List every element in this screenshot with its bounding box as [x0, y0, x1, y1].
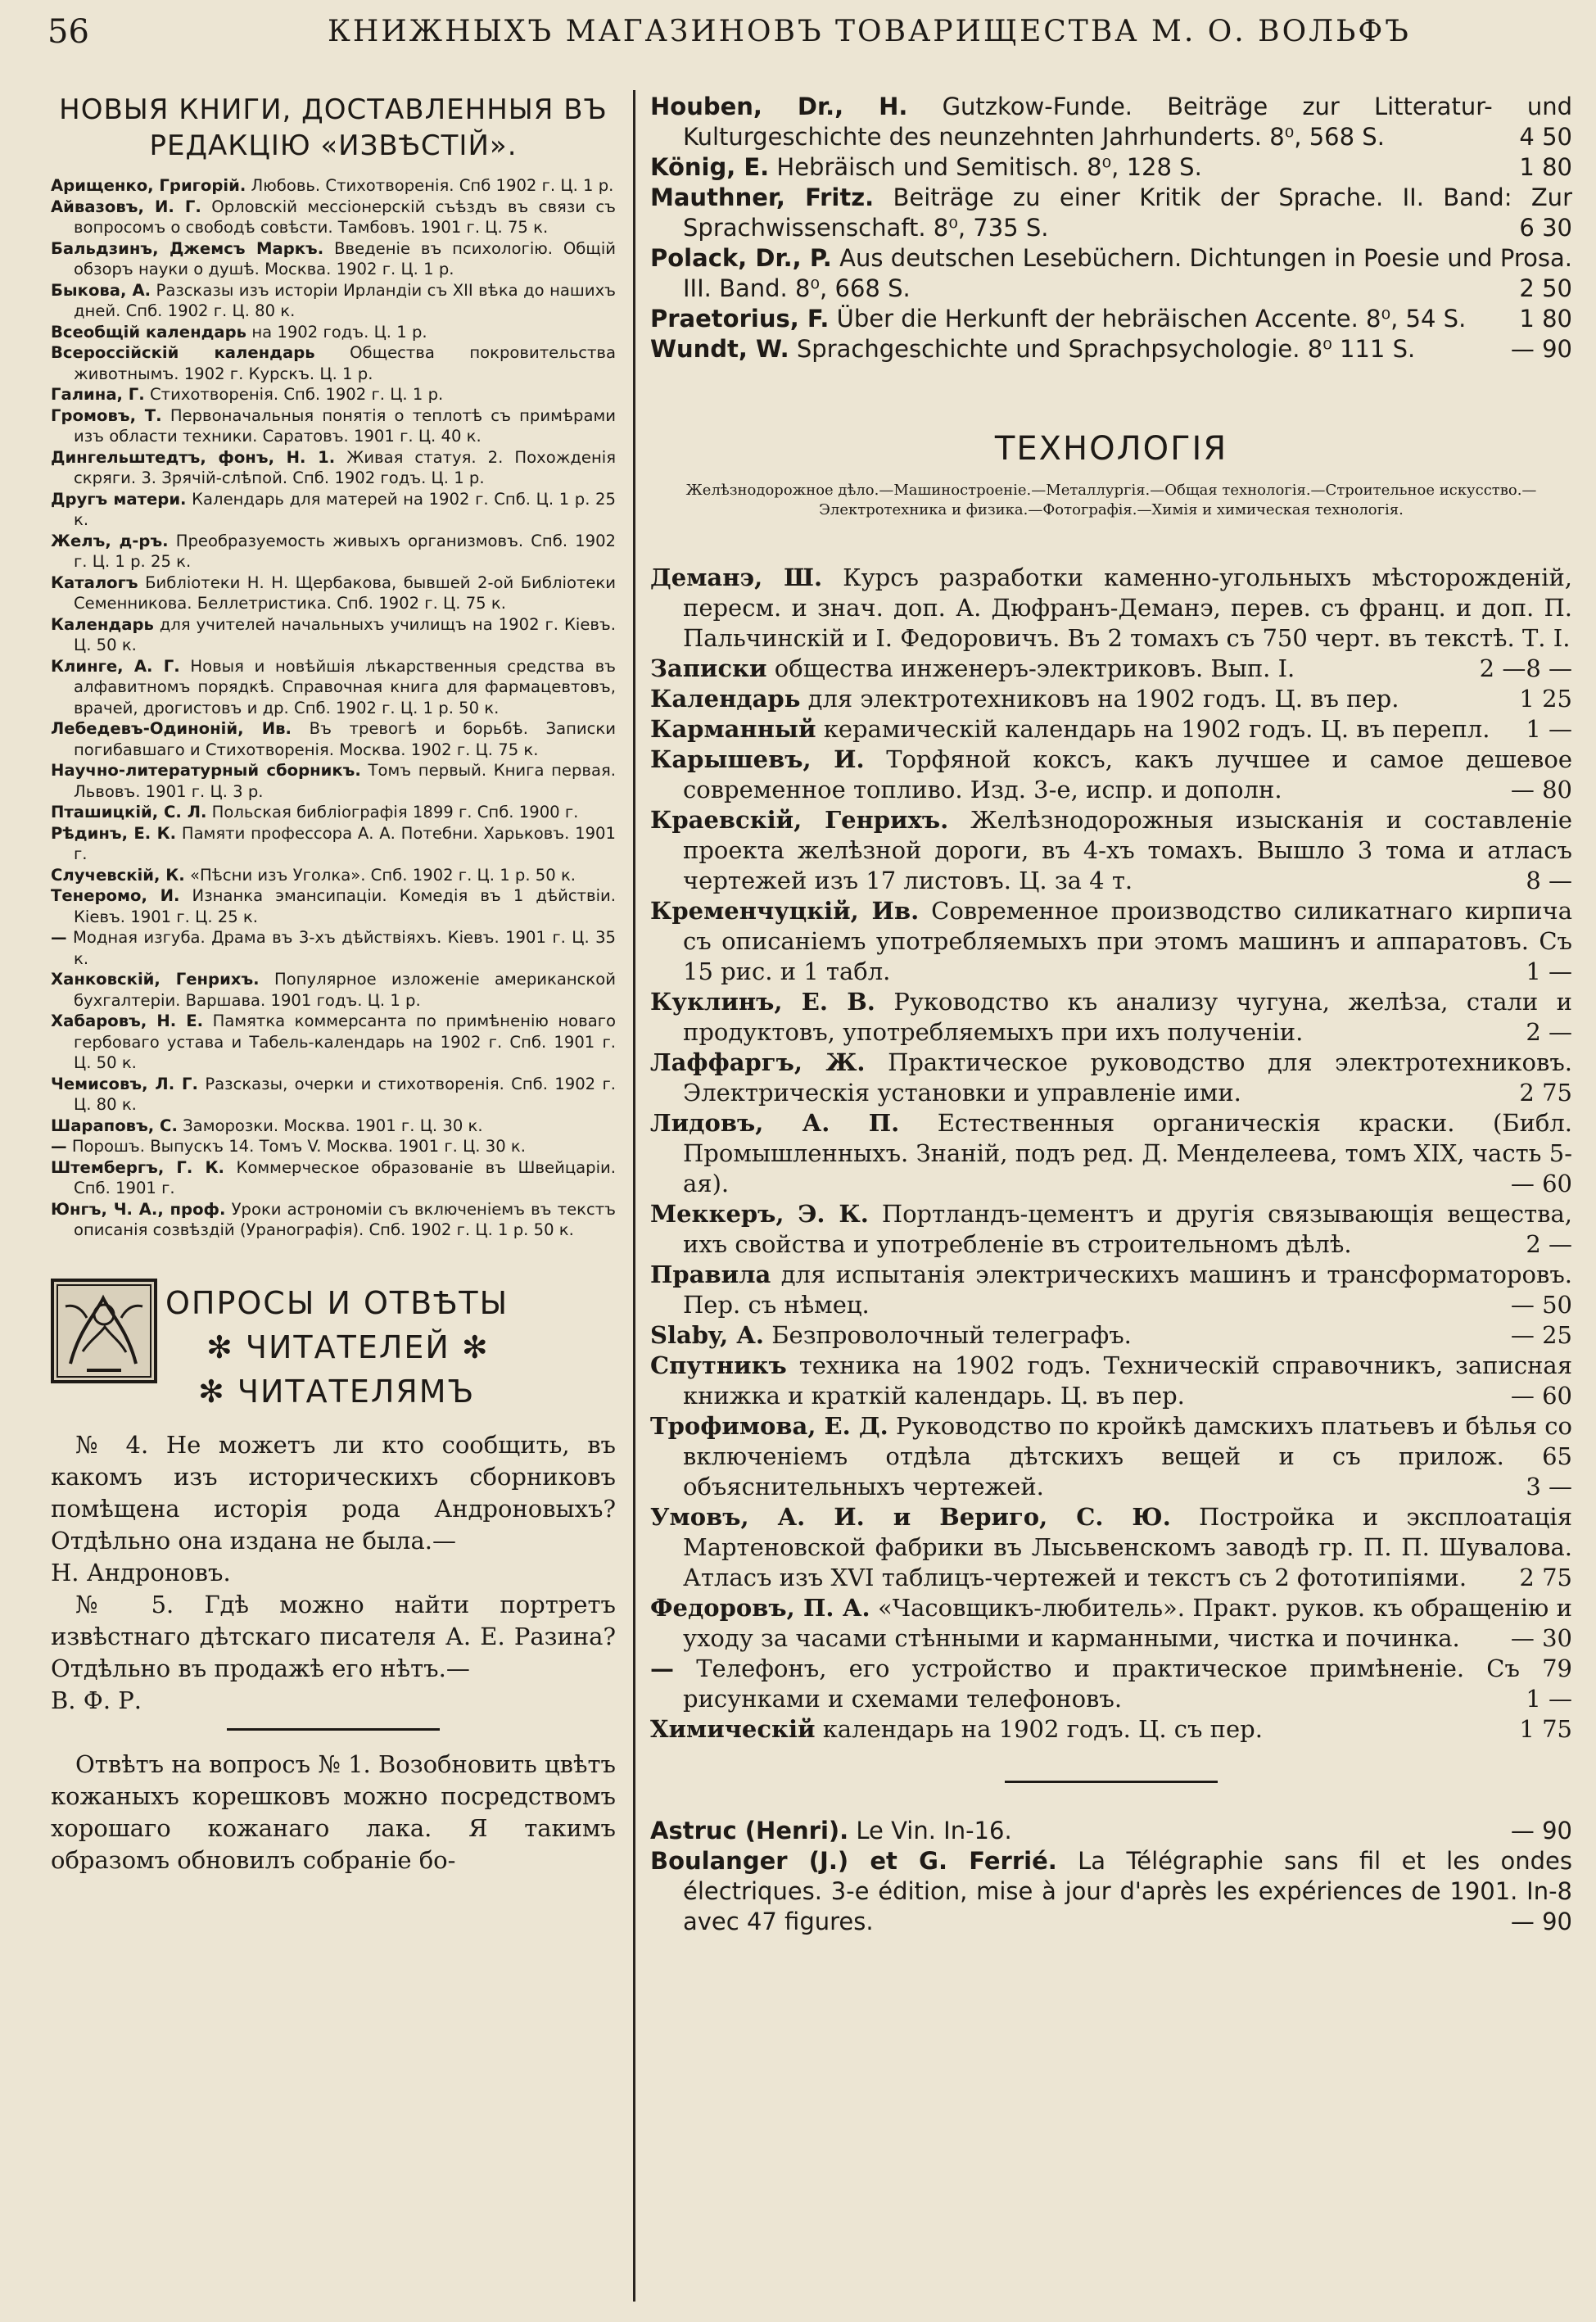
- book-description: Преобразуемость живыхъ организмовъ. Спб. 1902 г. Ц. 1 р. 25 к.: [74, 531, 616, 571]
- book-description: Sprachgeschichte und Sprachpsychologie. 8⁰ 111 S.: [796, 335, 1416, 363]
- book-price: — 60: [1510, 1170, 1572, 1197]
- book-author: Astruc (Henri).: [650, 1817, 849, 1844]
- book-author: Деманэ, Ш.: [650, 564, 823, 591]
- book-author: Штембергъ, Г. К.: [51, 1157, 224, 1177]
- book-description: Популярное изложеніе американской бухгалтеріи. Варшава. 1901 годъ. Ц. 1 р.: [74, 970, 616, 1010]
- book-entry: [51, 573, 616, 614]
- book-author: Всероссійскій календарь: [51, 343, 315, 362]
- book-author: Slaby, А.: [650, 1321, 765, 1349]
- book-author: Федоровъ, П. А.: [650, 1594, 870, 1622]
- book-entry: [51, 1116, 616, 1137]
- book-price: — 50: [1510, 1291, 1572, 1319]
- book-author: Громовъ, Т.: [51, 405, 162, 425]
- book-description: Библіотеки Н. Н. Щербакова, бывшей 2-ой Библіотеки Семенникова. Беллетристика. Спб. 1902 г. Ц. 75 к.: [74, 573, 616, 613]
- book-author: Пташицкій, С. Л.: [51, 803, 207, 822]
- column-divider: [633, 90, 635, 2302]
- book-description: Томъ первый. Книга первая. Львовъ. 1901 г. Ц. 3 р.: [74, 761, 616, 801]
- book-author: Polack, Dr., P.: [650, 244, 832, 272]
- qa-title-line-2: ✻ ЧИТАТЕЛЕЙ ✻: [206, 1328, 490, 1365]
- book-price: — 90: [1510, 335, 1572, 363]
- book-author: Календарь: [51, 614, 154, 634]
- book-price: 4 50: [1519, 123, 1572, 151]
- book-description: Разсказы изъ исторіи Ирландіи съ XII вѣка до нашихъ дней. Спб. 1902 г. Ц. 80 к.: [74, 280, 616, 320]
- book-entry: [51, 1074, 616, 1116]
- book-entry: [650, 1351, 1572, 1411]
- book-entry: [650, 1714, 1572, 1745]
- book-price: 2 —: [1526, 1230, 1572, 1258]
- book-author: Дингельштедтъ, фонъ, Н. 1.: [51, 447, 336, 467]
- book-description: Заморозки. Москва. 1901 г. Ц. 30 к.: [183, 1116, 483, 1135]
- book-description: Польская библіографія 1899 г. Спб. 1900 г.: [211, 803, 579, 822]
- book-entry: [51, 280, 616, 322]
- book-price: — 60: [1510, 1382, 1572, 1410]
- book-author: Правила: [650, 1261, 771, 1288]
- book-entry: [650, 1593, 1572, 1654]
- book-author: Другъ матери.: [51, 489, 187, 509]
- book-entry: [51, 823, 616, 865]
- book-price: 1 —: [1526, 1685, 1572, 1713]
- book-entry: [51, 342, 616, 384]
- book-author: Трофимова, Е. Д.: [650, 1412, 888, 1440]
- book-description: техника на 1902 годъ. Техническій справочникъ, записная книжка и краткій календарь. Ц. въ пер.: [683, 1351, 1572, 1410]
- technology-books-list: [650, 563, 1572, 1745]
- book-author: Хабаровъ, Н. Е.: [51, 1012, 204, 1030]
- book-entry: [650, 1502, 1572, 1593]
- section-rule: [227, 1728, 440, 1731]
- right-column: [650, 92, 1572, 2297]
- book-author: Краевскій, Генрихъ.: [650, 806, 949, 834]
- book-description: Портландъ-цементъ и другія связывающія вещества, ихъ свойства и употребленіе въ строительномъ дѣлѣ.: [683, 1200, 1572, 1258]
- book-entry: [650, 183, 1572, 243]
- running-header: [33, 11, 1572, 52]
- book-description: Календарь для матерей на 1902 г. Спб. Ц. 1 р. 25 к.: [74, 489, 616, 529]
- book-description: керамическій календарь на 1902 годъ. Ц. въ перепл.: [823, 715, 1490, 743]
- qa-header: [51, 1279, 616, 1418]
- book-entry: [51, 865, 616, 886]
- answer-1: Отвѣтъ на вопросъ № 1. Возобновить цвѣтъ кожаныхъ корешковъ можно посредствомъ хорошаго кожанаго лака. Я такимъ образомъ обновилъ собраніе бо-: [51, 1749, 616, 1874]
- book-description: Памятка коммерсанта по примѣненію новаго гербоваго устава и Табель-календарь на 1902 г. Спб. 1901 г. Ц. 50 к.: [74, 1012, 616, 1072]
- book-price: — 25: [1510, 1321, 1572, 1349]
- book-description: Въ тревогѣ и борьбѣ. Записки погибавшаго и Стихотворенія. Москва. 1902 г. Ц. 75 к.: [74, 719, 616, 759]
- book-entry: [650, 987, 1572, 1048]
- book-description: Gutzkow-Funde. Beiträge zur Litteratur- und Kulturgeschichte des neunzehnten Jahrhunderts. 8⁰, 568 S.: [683, 93, 1572, 151]
- book-author: Клинге, А. Г.: [51, 656, 180, 676]
- book-description: Модная изгуба. Драма въ 3-хъ дѣйствіяхъ. Кіевъ. 1901 г. Ц. 35 к.: [72, 928, 616, 968]
- book-entry: [51, 447, 616, 489]
- book-entry: [51, 1199, 616, 1241]
- header-title: КНИЖНЫХЪ МАГАЗИНОВЪ ТОВАРИЩЕСТВА М. О. ВОЛЬФЪ: [328, 15, 1411, 48]
- book-entry: [650, 92, 1572, 152]
- book-author: Меккеръ, Э. К.: [650, 1200, 869, 1228]
- book-author: Лидовъ, А. П.: [650, 1109, 900, 1137]
- book-author: Умовъ, А. И. и Вериго, С. Ю.: [650, 1503, 1171, 1531]
- book-author: —: [650, 1654, 674, 1682]
- book-description: Порошъ. Выпускъ 14. Томъ V. Москва. 1901 г. Ц. 30 к.: [71, 1137, 526, 1156]
- book-entry: [51, 656, 616, 719]
- book-description: «Часовщикъ-любитель». Практ. руков. къ обращенію и уходу за часами стѣнными и карманными, чистка и починка.: [683, 1594, 1572, 1652]
- book-description: Руководство по кройкѣ дамскихъ платьевъ и бѣлья со включеніемъ отдѣла дѣтскихъ вещей и съ прилож. 65 объяснительныхъ чертежей.: [683, 1412, 1572, 1500]
- book-price: 6 30: [1519, 214, 1572, 242]
- book-price: 2 —: [1526, 1018, 1572, 1046]
- book-author: Куклинъ, Е. В.: [650, 988, 875, 1016]
- book-author: Галина, Г.: [51, 385, 145, 404]
- book-author: Ханковскій, Генрихъ.: [51, 970, 260, 989]
- book-entry: [51, 175, 616, 197]
- book-description: Естественныя органическія краски. (Библ. Промышленныхъ. Знаній, подъ ред. Д. Менделеева, томъ XIX, часть 5-ая).: [683, 1109, 1572, 1197]
- book-description: Введеніе въ психологію. Общій обзоръ науки о душѣ. Москва. 1902 г. Ц. 1 р.: [74, 238, 616, 278]
- book-entry: [650, 1108, 1572, 1199]
- book-description: Le Vin. In-16.: [856, 1817, 1012, 1844]
- book-description: Beiträge zu einer Kritik der Sprache. II. Band: Zur Sprachwissenschaft. 8⁰, 735 S.: [683, 183, 1572, 242]
- floral-ornament-icon: [51, 1279, 157, 1383]
- book-author: Тенеромо, И.: [51, 886, 180, 905]
- book-description: Коммерческое образованіе въ Швейцаріи. Спб. 1901 г.: [74, 1157, 616, 1197]
- book-entry: [51, 197, 616, 238]
- book-entry: [650, 714, 1572, 745]
- book-author: Айвазовъ, И. Г.: [51, 197, 201, 216]
- book-author: Лебедевъ-Одиноній, Ив.: [51, 719, 292, 738]
- book-entry: [650, 1199, 1572, 1260]
- book-entry: [650, 1816, 1572, 1846]
- book-entry: [650, 1260, 1572, 1320]
- book-author: Записки: [650, 654, 767, 682]
- book-description: Любовь. Стихотворенія. Спб 1902 г. Ц. 1 р.: [251, 176, 614, 195]
- book-author: Спутникъ: [650, 1351, 787, 1379]
- page-number: 56: [47, 13, 89, 51]
- book-author: Бальдзинъ, Джемсъ Маркъ.: [51, 238, 324, 258]
- book-price: 1 75: [1519, 1715, 1572, 1743]
- book-description: календарь на 1902 годъ. Ц. съ пер.: [822, 1715, 1263, 1743]
- book-entry: [51, 1011, 616, 1074]
- book-description: Руководство къ анализу чугуна, желѣза, стали и продуктовъ, употребляемыхъ при ихъ полученіи.: [683, 988, 1572, 1046]
- book-description: Памяти профессора А. А. Потебни. Харьковъ. 1901 г.: [74, 823, 616, 863]
- book-author: Случевскій, К.: [51, 865, 185, 885]
- left-column: [51, 92, 616, 2297]
- book-author: Чемисовъ, Л. Г.: [51, 1074, 198, 1093]
- book-description: Стихотворенія. Спб. 1902 г. Ц. 1 р.: [149, 385, 444, 404]
- book-author: Карманный: [650, 715, 816, 743]
- section-rule-2: [1005, 1781, 1218, 1783]
- question-4-signature: Н. Андроновъ.: [51, 1558, 231, 1586]
- book-description: Практическое руководство для электротехниковъ. Электрическія установки и управленіе ими.: [683, 1048, 1572, 1107]
- book-description: общества инженеръ-электриковъ. Вып. І.: [774, 654, 1295, 682]
- book-entry: [650, 1320, 1572, 1351]
- book-author: Юнгъ, Ч. А., проф.: [51, 1199, 226, 1219]
- book-author: Быкова, А.: [51, 280, 151, 300]
- french-books-list: [650, 1816, 1572, 1937]
- book-author: Houben, Dr., H.: [650, 93, 908, 120]
- book-author: Wundt, W.: [650, 335, 789, 363]
- book-entry: [650, 896, 1572, 987]
- book-price: 8 —: [1526, 654, 1572, 682]
- book-entry: [650, 684, 1572, 714]
- book-entry: [51, 927, 616, 969]
- book-price: 1 25: [1519, 685, 1572, 713]
- book-entry: [51, 238, 616, 280]
- book-description: Постройка и эксплоатація Мартеновской фабрики въ Лысьвенскомъ заводѣ гр. П. П. Шувалова. Атласъ изъ XVI таблицъ-чертежей и текстъ съ 2 фототипіями.: [683, 1503, 1572, 1591]
- book-price: 2 75: [1519, 1079, 1572, 1107]
- book-entry: [51, 760, 616, 802]
- book-entry: [650, 1846, 1572, 1937]
- book-entry: [650, 805, 1572, 896]
- book-description: Курсъ разработки каменно-угольныхъ мѣсторожденій, пересм. и знач. доп. А. Дюфранъ-Деманэ, перев. съ франц. и доп. П. Пальчинскій и І. Федоровичъ. Въ 2 томахъ съ 750 черт. въ текстѣ. Т. І.: [683, 564, 1572, 652]
- book-description: Изнанка эмансипаціи. Комедія въ 1 дѣйствіи. Кіевъ. 1901 г. Ц. 25 к.: [74, 886, 616, 926]
- book-author: Лаффаргъ, Ж.: [650, 1048, 866, 1076]
- book-author: König, E.: [650, 153, 770, 181]
- question-4: № 4. Не можетъ ли кто сообщить, въ какомъ изъ историческихъ сборниковъ помѣщена исторія рода Андроновыхъ? Отдѣльно она издана не была.—: [51, 1430, 616, 1555]
- book-entry: [51, 489, 616, 531]
- book-price: 2 75: [1519, 1564, 1572, 1591]
- book-price: 2 50: [1519, 274, 1572, 302]
- book-entry: [650, 243, 1572, 304]
- book-author: Кременчуцкій, Ив.: [650, 897, 920, 925]
- book-entry: [51, 1157, 616, 1199]
- book-author: Календарь: [650, 685, 801, 713]
- book-description: Aus deutschen Lesebüchern. Dichtungen in Poesie und Prosa. III. Band. 8⁰, 668 S.: [683, 244, 1572, 302]
- book-entry: [650, 304, 1572, 334]
- book-entry: [51, 322, 616, 343]
- book-description: Разсказы, очерки и стихотворенія. Спб. 1902 г. Ц. 80 к.: [74, 1074, 616, 1114]
- book-description: Живая статуя. 2. Похожденія скряги. 3. Зрячій-слѣпой. Спб. 1902 годъ. Ц. 1 р.: [74, 447, 616, 487]
- book-description: Желѣзнодорожныя изысканія и составленіе проекта желѣзной дороги, въ 4-хъ томахъ. Вышло 3 тома и атласъ чертежей изъ 17 листовъ. Ц. за 4 т.: [683, 806, 1572, 894]
- book-price: — 30: [1510, 1624, 1572, 1652]
- book-entry: [650, 1048, 1572, 1108]
- book-description: Современное производство силикатнаго кирпича съ описаніемъ употребляемыхъ при этомъ машинъ и аппаратовъ. Съ 15 рис. и 1 табл.: [683, 897, 1572, 985]
- book-entry: [650, 1411, 1572, 1502]
- book-description: Новыя и новѣйшія лѣкарственныя средства въ алфавитномъ порядкѣ. Справочная книга для фармацевтовъ, врачей, дрогистовъ и др. Спб. 1902 г. Ц. 1 р. 50 к.: [74, 656, 616, 717]
- book-description: «Пѣсни изъ Уголка». Спб. 1902 г. Ц. 1 р. 50 к.: [189, 865, 576, 885]
- book-price: 8 —: [1526, 867, 1572, 894]
- book-price: 1 80: [1519, 153, 1572, 181]
- book-author: Boulanger (J.) et G. Ferrié.: [650, 1847, 1057, 1875]
- book-price: 2 —: [1479, 654, 1526, 682]
- book-author: Mauthner, Fritz.: [650, 183, 875, 211]
- book-price: — 90: [1510, 1908, 1572, 1935]
- book-description: для электротехниковъ на 1902 годъ. Ц. въ пер.: [807, 685, 1399, 713]
- book-entry: [650, 152, 1572, 183]
- book-description: Общества покровительства животнымъ. 1902 г. Курскъ. Ц. 1 р.: [74, 343, 616, 383]
- book-description: Торфяной коксъ, какъ лучшее и самое дешевое современное топливо. Изд. 3-е, испр. и дополн.: [683, 745, 1572, 803]
- book-author: Шараповъ, С.: [51, 1116, 178, 1135]
- technology-title: ТЕХНОЛОГІЯ: [994, 430, 1228, 468]
- book-entry: [51, 718, 616, 760]
- book-author: Praetorius, F.: [650, 305, 830, 333]
- book-description: Первоначальныя понятія о теплотѣ съ примѣрами изъ области техники. Саратовъ. 1901 г. Ц. 40 к.: [74, 405, 616, 446]
- book-author: Арищенко, Григорій.: [51, 176, 246, 195]
- book-author: Всеобщій календарь: [51, 322, 247, 342]
- technology-subtitle: Желѣзнодорожное дѣло.—Машиностроеніе.—Металлургія.—Общая технологія.—Строительное искусство.—Электротехника и физика.—Фотографія.—Химія и химическая технологія.: [685, 482, 1537, 518]
- book-entry: [650, 1654, 1572, 1714]
- question-5-signature: В. Ф. Р.: [51, 1686, 142, 1714]
- german-books-list: [650, 92, 1572, 364]
- book-entry: [51, 1136, 616, 1157]
- book-author: Рѣдинъ, Е. К.: [51, 823, 177, 843]
- book-entry: [51, 802, 616, 823]
- book-entry: [51, 405, 616, 447]
- book-entry: [650, 654, 1572, 684]
- book-description: Телефонъ, его устройство и практическое примѣненіе. Съ 79 рисунками и схемами телефоновъ.: [683, 1654, 1572, 1713]
- book-price: 1 —: [1526, 957, 1572, 985]
- book-entry: [51, 885, 616, 927]
- book-price: — 90: [1510, 1817, 1572, 1844]
- book-description: на 1902 годъ. Ц. 1 р.: [251, 322, 427, 342]
- book-author: Каталогъ: [51, 573, 138, 592]
- book-entry: [51, 384, 616, 405]
- qa-title-line-1: ОПРОСЫ И ОТВѢТЫ: [165, 1284, 509, 1321]
- book-entry: [51, 531, 616, 573]
- qa-title-line-3: ✻ ЧИТАТЕЛЯМЪ: [198, 1373, 476, 1410]
- book-price: 1 —: [1526, 715, 1572, 743]
- book-description: Über die Herkunft der hebräischen Accente. 8⁰, 54 S.: [836, 305, 1467, 333]
- book-entry: [51, 614, 616, 656]
- new-books-title: НОВЫЯ КНИГИ, ДОСТАВЛЕННЫЯ ВЪ РЕДАКЦІЮ «ИЗВѢСТІЙ».: [59, 93, 608, 162]
- book-author: —: [51, 1137, 67, 1156]
- book-description: для учителей начальныхъ училищъ на 1902 г. Кіевъ. Ц. 50 к.: [74, 614, 616, 654]
- book-description: Безпроволочный телеграфъ.: [771, 1321, 1132, 1349]
- book-description: La Télégraphie sans fil et les ondes électriques. 3-e édition, mise à jour d'après les expériences de 1901. In-8 avec 47 figures.: [683, 1847, 1572, 1935]
- book-author: —: [51, 928, 67, 947]
- book-price: 3 —: [1526, 1473, 1572, 1500]
- book-description: Hebräisch und Semitisch. 8⁰, 128 S.: [776, 153, 1202, 181]
- book-price: — 80: [1510, 776, 1572, 803]
- book-entry: [650, 745, 1572, 805]
- book-entry: [650, 334, 1572, 364]
- book-author: Карышевъ, И.: [650, 745, 865, 773]
- new-books-list: [51, 175, 616, 1241]
- question-5: № 5. Гдѣ можно найти портретъ извѣстнаго дѣтскаго писателя А. Е. Разина? Отдѣльно въ продажѣ его нѣтъ.—: [51, 1590, 616, 1682]
- book-description: Уроки астрономіи съ включеніемъ въ текстъ описанія созвѣздій (Уранографія). Спб. 1902 г. Ц. 1 р. 50 к.: [74, 1199, 616, 1239]
- book-description: для испытанія электрическихъ машинъ и трансформаторовъ. Пер. съ нѣмец.: [683, 1261, 1572, 1319]
- book-entry: [51, 969, 616, 1011]
- book-author: Химическій: [650, 1715, 816, 1743]
- book-description: Орловскій мессіонерскій съѣздъ въ связи съ вопросомъ о свободѣ совѣсти. Тамбовъ. 1901 г. Ц. 75 к.: [74, 197, 616, 237]
- book-author: Научно-литературный сборникъ.: [51, 761, 361, 780]
- book-author: Желъ, д-ръ.: [51, 531, 169, 550]
- book-price: 1 80: [1519, 305, 1572, 333]
